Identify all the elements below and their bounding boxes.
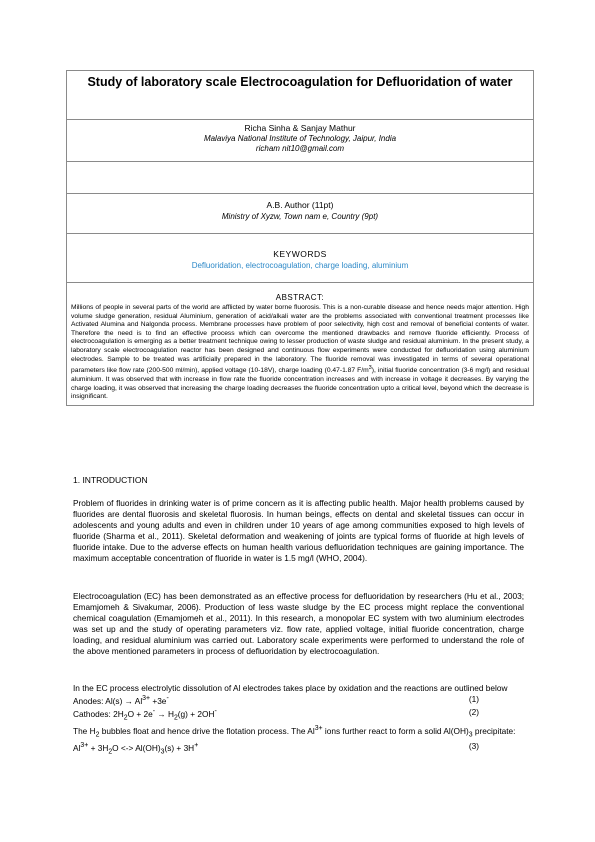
section-heading-introduction: 1. INTRODUCTION <box>73 475 148 485</box>
paper-title: Study of laboratory scale Electrocoagulation for Defluoridation of water <box>87 75 513 89</box>
authors: Richa Sinha & Sanjay Mathur <box>244 123 356 133</box>
intro-paragraph-2: Electrocoagulation (EC) has been demonstrated as an effective process for defluoridation by researchers (Hu et al., 2003; Emamjomeh & Sivakumar, 2006). Production of less waste sludge by the EC process might replace the conventional chemical coagulation (Emamjomeh et al., 2011). In this research, a monopolar EC system with two aluminium electrodes was set up and the study of operating parameters viz. flow rate, applied voltage, initial fluoride concentration, charge loading, and residual aluminium was carried out. Laboratory scale experiments were performed to understand the role of the above mentioned parameters in process of defluoridation by electrocoagulation. <box>73 591 524 656</box>
abstract-heading: ABSTRACT: <box>275 293 325 302</box>
placeholder-author: A.B. Author (11pt) <box>266 200 334 210</box>
email: richam nit10@gmail.com <box>255 144 345 153</box>
equation-2-number: (2) <box>468 706 479 717</box>
equation-1: Anodes: $Al(s) \to Al^{3+} +3e^-$ (1) <box>73 693 479 706</box>
keywords-cell <box>67 234 533 283</box>
keywords-text: Defluoridation, electrocoagulation, charge loading, aluminium <box>191 261 409 270</box>
intro-paragraph-1: Problem of fluorides in drinking water is of prime concern as it is affecting public health. Major health problems caused by fluorides are dental fluorosis and skeletal fluorosis. In human beings, effects on dental and skeletal tissues can occur in adolescents and young adults and even in children under 10 years of age among communities exposed to high levels of fluoride (Sharma et al., 2011). Skeletal deformation and weakening of joints are typical forms of fluoride at high levels of fluoride intake. Due to the adverse effects on human health various defluoridation techniques are gaining importance. The maximum acceptable concentration of fluoride in water is 1.5 mg/l (WHO, 2004). <box>73 498 524 563</box>
empty-cell <box>67 162 533 194</box>
keywords-heading: KEYWORDS <box>273 249 327 259</box>
flotation-text: The $H_2$ bubbles float and hence drive the flotation process. The $Al^{3+}$ ions further react to form a solid $Al(OH)_3$ precipitate: <box>73 724 516 739</box>
placeholder-affiliation: Ministry of Xyzw, Town nam e, Country (9pt) <box>221 212 379 221</box>
reactions-intro: In the EC process electrolytic dissolution of Al electrodes takes place by oxidation and the reactions are outlined below <box>73 683 508 693</box>
intro-paragraph-3 <box>73 683 524 759</box>
paper-header-table <box>66 70 534 406</box>
abstract-text: Millions of people in several parts of the world are afflicted by water borne fluorosis. This is a non-curable disease and hence needs major attention. High volume sludge generation, residual Aluminium, generation of acid/alkali water are the problems associated with conventional treatment processes like Activated Alumina and Nalgonda process. Membrane processes have problem of poor selectivity, high cost and removal of beneficial contents of water. Therefore the need is to find an effective process which can overcome the mentioned drawbacks and remove fluoride efficiently. Process of electrocoagulation is emerging as a better treatment technique owing to lesser production of waste sludge and residual aluminium. In the present study, a laboratory scale electrocoagulation reactor has been designed and continuous flow experiments were conducted for defluoridation using aluminium electrodes. Sample to be treated was artificially prepared in the laboratory. The fluoride removal was investigated in terms of several operational parameters like flow rate (200-500 ml/min), applied voltage (10-18V), charge loading (0.47-1.87 $F/m^3$), initial fluoride concentration (3-6 mg/l) and residual aluminium. It was observed that with increase in flow rate the fluoride concentration increases and with increase in voltage it decreases. By varying the charge loading, it was observed that increasing the charge loading decreases the fluoride concentration upto a critical level, beyond which the decrease is insignificant. <box>71 304 530 401</box>
placeholder-author-cell <box>67 194 533 234</box>
affiliation: Malaviya National Institute of Technology, Jaipur, India <box>203 133 397 143</box>
title-cell <box>67 71 533 120</box>
abstract-cell <box>67 283 533 405</box>
author-cell <box>67 120 533 162</box>
equation-3-number: (3) <box>468 741 479 752</box>
equation-2: Cathodes: $2H_2O + 2e^- \to H_2(g) + 2OH^-$ (2) <box>73 707 524 724</box>
equation-1-number: (1) <box>468 693 479 704</box>
equation-3: $Al^{3+} + 3H_2O$ <-> $Al(OH)_3(s) + 3H^+$ (3) <box>73 741 524 758</box>
